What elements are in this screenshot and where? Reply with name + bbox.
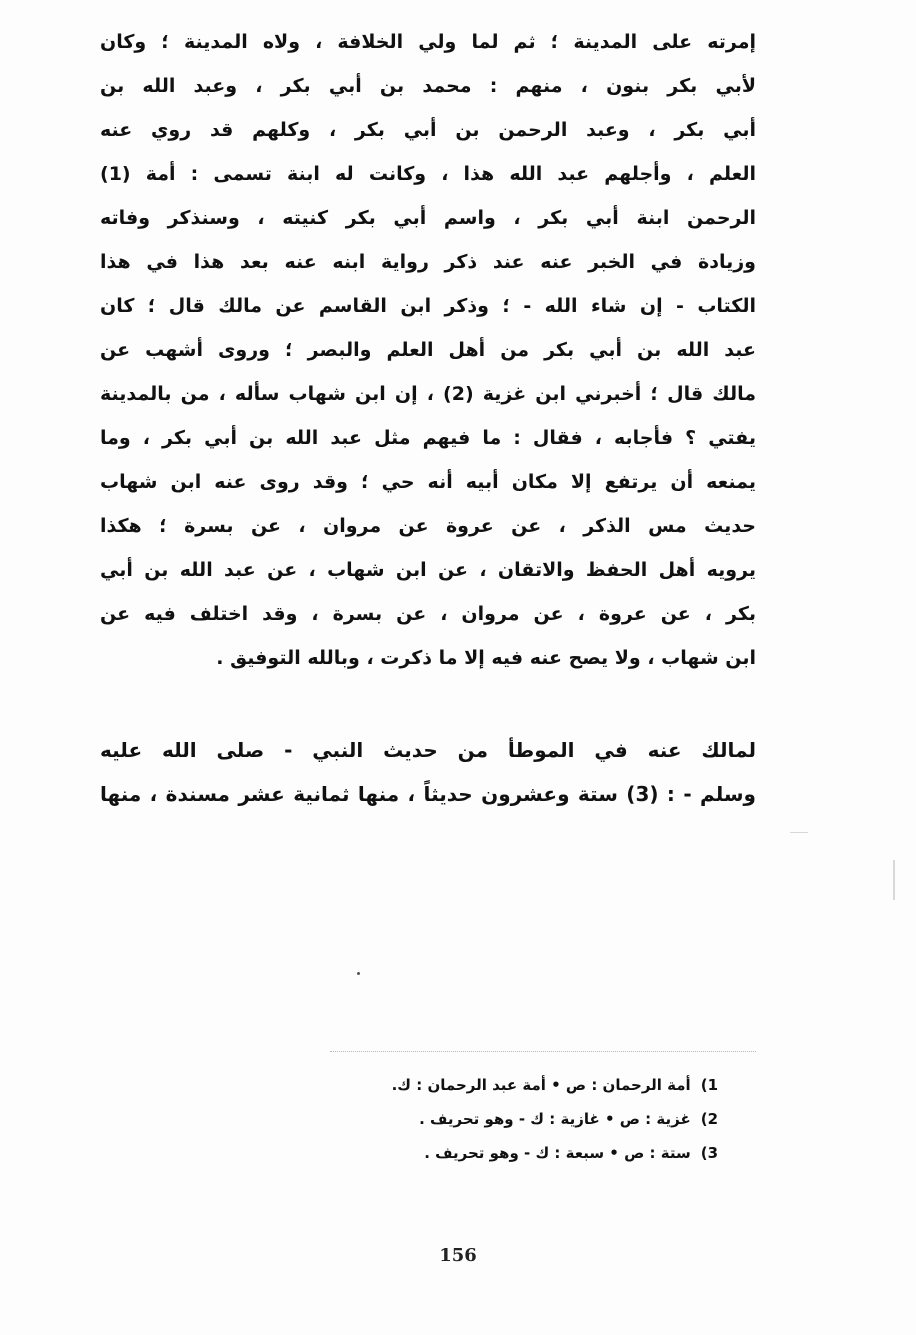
footnote-item <box>300 1068 718 1102</box>
text-line: عبد الله بن أبي بكر من أهل العلم والبصر ؛ وروى أشهب عن <box>100 339 756 361</box>
ink-speck <box>357 972 360 975</box>
footnote-number: 2) <box>700 1110 718 1128</box>
footnote-item <box>300 1136 718 1170</box>
text-line: الرحمن ابنة أبي بكر ، واسم أبي بكر كنيته ، وسنذكر وفاته <box>100 207 756 229</box>
text-line: حديث مس الذكر ، عن عروة عن مروان ، عن بسرة ؛ هكذا <box>100 515 756 537</box>
hadith-count-paragraph <box>100 728 756 816</box>
text-line: أبي بكر ، وعبد الرحمن بن أبي بكر ، وكلهم قد روي عنه <box>100 119 756 141</box>
main-paragraph <box>100 20 756 680</box>
text-line: وسلم - : (3) ستة وعشرون حديثاً ، منها ثمانية عشر مسندة ، منها <box>100 782 756 806</box>
text-line: العلم ، وأجلهم عبد الله هذا ، وكانت له ابنة تسمى : أمة (1) <box>100 163 756 185</box>
text-line: لأبي بكر بنون ، منهم : محمد بن أبي بكر ، وعبد الله بن <box>100 75 756 97</box>
text-line: يرويه أهل الحفظ والاتقان ، عن ابن شهاب ، عن عبد الله بن أبي <box>100 559 756 581</box>
footnote-text: أمة الرحمان : ص • أمة عبد الرحمان : ك. <box>391 1076 691 1094</box>
page-number: 156 <box>439 1245 477 1266</box>
footnote-number: 3) <box>700 1144 718 1162</box>
text-line: يمنعه أن يرتفع إلا مكان أبيه أنه حي ؛ وقد روى عنه ابن شهاب <box>100 471 756 493</box>
text-line: بكر ، عن عروة ، عن مروان ، عن بسرة ، وقد اختلف فيه عن <box>100 603 756 625</box>
text-line: الكتاب - إن شاء الله - ؛ وذكر ابن القاسم عن مالك قال ؛ كان <box>100 295 756 317</box>
text-line: إمرته على المدينة ؛ ثم لما ولي الخلافة ، ولاه المدينة ؛ وكان <box>100 31 756 53</box>
text-line: وزيادة في الخبر عنه عند ذكر رواية ابنه عنه بعد هذا في هذا <box>100 251 756 273</box>
text-line: لمالك عنه في الموطأ من حديث النبي - صلى الله عليه <box>100 738 756 762</box>
footnote-number: 1) <box>700 1076 718 1094</box>
footnote-text: غزية : ص • غازية : ك - وهو تحريف . <box>419 1110 691 1128</box>
margin-mark <box>790 832 808 833</box>
footnote-text: ستة : ص • سبعة : ك - وهو تحريف . <box>424 1144 691 1162</box>
margin-mark <box>893 860 895 900</box>
text-line: مالك قال ؛ أخبرني ابن غزية (2) ، إن ابن شهاب سأله ، من بالمدينة <box>100 383 756 405</box>
footnote-item <box>300 1102 718 1136</box>
text-line: ابن شهاب ، ولا يصح عنه فيه إلا ما ذكرت ، وبالله التوفيق . <box>216 647 756 669</box>
text-line: يفتي ؟ فأجابه ، فقال : ما فيهم مثل عبد الله بن أبي بكر ، وما <box>100 427 756 449</box>
footnote-divider <box>330 1051 756 1052</box>
footnotes <box>300 1068 718 1170</box>
